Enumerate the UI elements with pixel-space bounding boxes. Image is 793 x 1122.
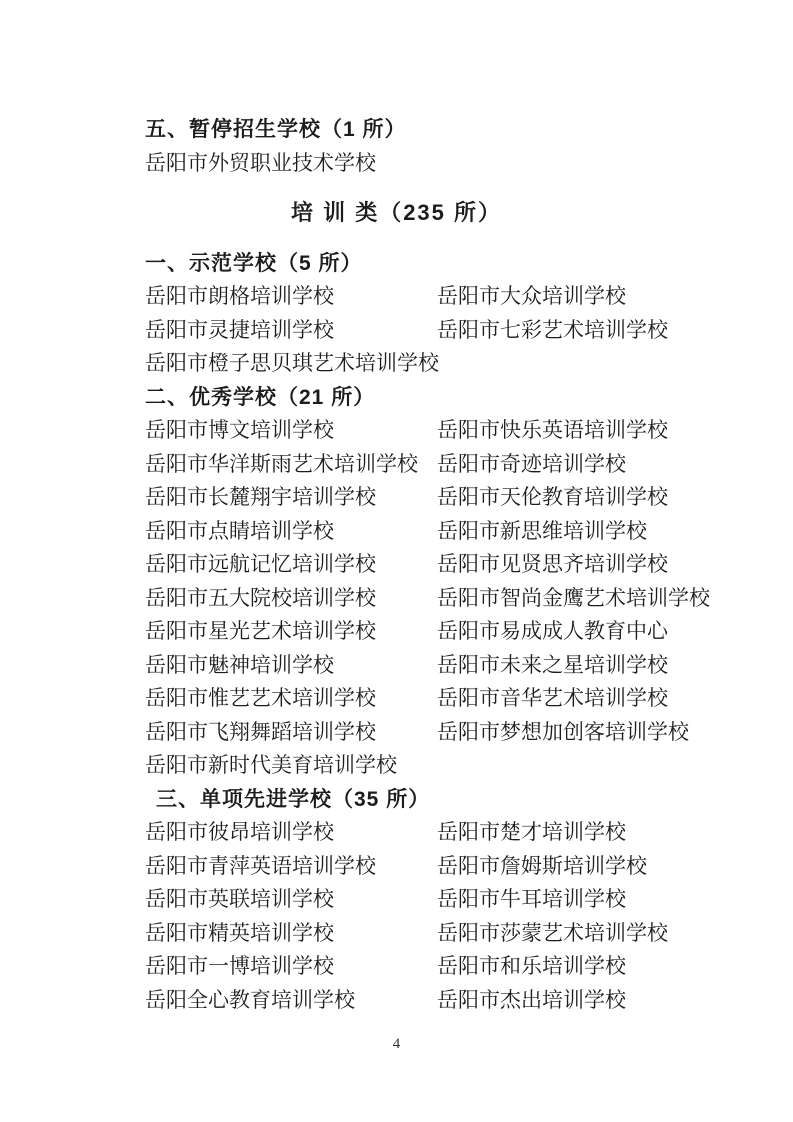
school-name: 岳阳市牛耳培训学校 (437, 887, 626, 911)
school-row (0, 448, 793, 482)
school-row (0, 816, 793, 850)
school-row (0, 649, 793, 683)
section-heading-excellent-schools: 二、优秀学校（21 所） (145, 385, 376, 409)
school-name: 岳阳市朗格培训学校 (145, 284, 334, 308)
school-row (0, 347, 793, 381)
section-heading-model-schools: 一、示范学校（5 所） (145, 251, 363, 275)
school-name: 岳阳市五大院校培训学校 (145, 585, 376, 610)
school-row (0, 850, 793, 884)
school-row (0, 749, 793, 783)
school-name: 岳阳市长麓翔宇培训学校 (145, 485, 376, 509)
school-name: 岳阳市一博培训学校 (145, 954, 334, 978)
school-row (0, 716, 793, 750)
school-row (0, 314, 793, 348)
section-heading-suspended-schools: 五、暂停招生学校（1 所） (145, 118, 407, 141)
page-number: 4 (392, 1036, 401, 1052)
school-name: 岳阳市杰出培训学校 (437, 987, 626, 1012)
school-row (0, 582, 793, 616)
school-row (0, 917, 793, 951)
school-name: 岳阳市灵捷培训学校 (145, 317, 334, 342)
school-name: 岳阳市远航记忆培训学校 (145, 552, 376, 576)
school-row (0, 280, 793, 314)
school-name: 岳阳市彼昂培训学校 (145, 820, 334, 844)
school-row (0, 414, 793, 448)
school-name: 岳阳市青萍英语培训学校 (145, 853, 376, 878)
school-name: 岳阳市橙子思贝琪艺术培训学校 (145, 351, 439, 375)
school-name: 岳阳市华洋斯雨艺术培训学校 (145, 451, 418, 476)
school-name: 岳阳全心教育培训学校 (145, 987, 355, 1012)
school-name: 岳阳市大众培训学校 (437, 284, 626, 308)
school-name: 岳阳市奇迹培训学校 (437, 451, 626, 476)
school-row (0, 682, 793, 716)
school-name: 岳阳市新时代美育培训学校 (145, 753, 397, 777)
school-row (0, 883, 793, 917)
school-name: 岳阳市点睛培训学校 (145, 518, 334, 543)
section-heading-advanced-schools: 三、单项先进学校（35 所） (156, 787, 431, 811)
school-name: 岳阳市星光艺术培训学校 (145, 619, 376, 643)
school-name: 岳阳市天伦教育培训学校 (437, 485, 668, 509)
school-name: 岳阳市惟艺艺术培训学校 (145, 686, 376, 710)
school-name: 岳阳市快乐英语培训学校 (437, 418, 668, 442)
school-name: 岳阳市音华艺术培训学校 (437, 686, 668, 710)
school-name: 岳阳市七彩艺术培训学校 (437, 317, 668, 342)
school-name: 岳阳市梦想加创客培训学校 (437, 719, 689, 744)
school-name: 岳阳市未来之星培训学校 (437, 652, 668, 677)
school-name: 岳阳市英联培训学校 (145, 887, 334, 911)
school-name (437, 749, 793, 783)
school-row (0, 984, 793, 1018)
school-name (437, 347, 793, 381)
school-name: 岳阳市魅神培训学校 (145, 652, 334, 677)
school-name: 岳阳市新思维培训学校 (437, 518, 647, 543)
document-content (0, 113, 793, 1017)
school-name: 岳阳市外贸职业技术学校 (145, 150, 376, 175)
school-name: 岳阳市易成成人教育中心 (437, 619, 668, 643)
category-title: 培 训 类（235 所） (290, 200, 503, 225)
school-name: 岳阳市詹姆斯培训学校 (437, 853, 647, 878)
school-row (0, 481, 793, 515)
school-name: 岳阳市和乐培训学校 (437, 954, 626, 978)
school-name: 岳阳市见贤思齐培训学校 (437, 552, 668, 576)
school-name: 岳阳市飞翔舞蹈培训学校 (145, 719, 376, 744)
school-name: 岳阳市莎蒙艺术培训学校 (437, 920, 668, 945)
school-row (0, 950, 793, 984)
school-name: 岳阳市精英培训学校 (145, 920, 334, 945)
school-name: 岳阳市楚才培训学校 (437, 820, 626, 844)
school-row (0, 515, 793, 549)
school-row (0, 615, 793, 649)
school-name: 岳阳市博文培训学校 (145, 418, 334, 442)
school-row (0, 548, 793, 582)
school-name: 岳阳市智尚金鹰艺术培训学校 (437, 585, 710, 610)
